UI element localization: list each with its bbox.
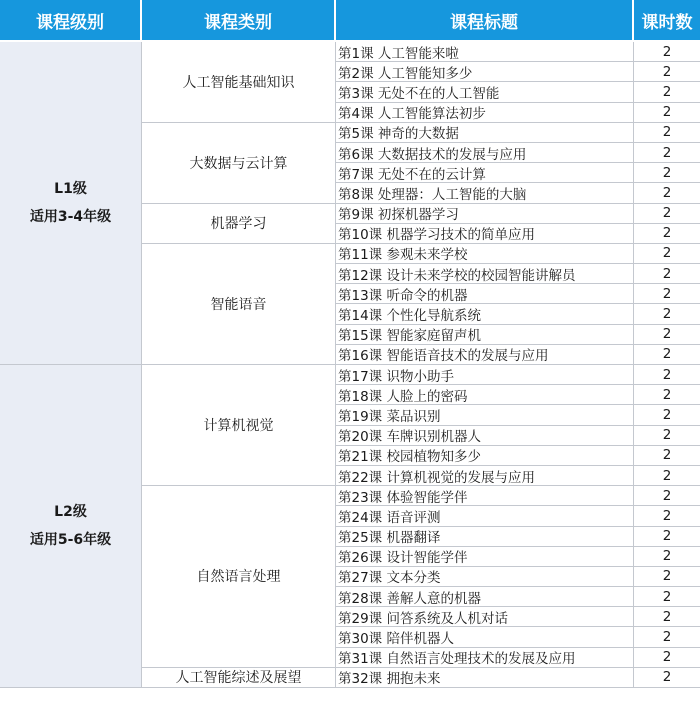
- course-hours-cell: 2: [634, 264, 700, 284]
- course-hours-cell: 2: [634, 648, 700, 668]
- header-category: 课程类别: [142, 0, 336, 42]
- course-title-cell: 第1课 人工智能来啦: [336, 42, 634, 62]
- course-title-cell: 第8课 处理器：人工智能的大脑: [336, 183, 634, 203]
- course-hours-cell: 2: [634, 547, 700, 567]
- level-grade: 适用5-6年级: [29, 532, 112, 548]
- course-hours-cell: 2: [634, 627, 700, 647]
- course-hours-cell: 2: [634, 284, 700, 304]
- course-hours-cell: 2: [634, 143, 700, 163]
- course-title-cell: 第11课 参观未来学校: [336, 244, 634, 264]
- course-title-cell: 第5课 神奇的大数据: [336, 123, 634, 143]
- course-title-cell: 第28课 善解人意的机器: [336, 587, 634, 607]
- course-title-cell: 第17课 识物小助手: [336, 365, 634, 385]
- course-title-cell: 第29课 问答系统及人机对话: [336, 607, 634, 627]
- course-hours-cell: 2: [634, 385, 700, 405]
- course-hours-cell: 2: [634, 527, 700, 547]
- course-hours-cell: 2: [634, 365, 700, 385]
- course-hours-cell: 2: [634, 244, 700, 264]
- course-title-cell: 第12课 设计未来学校的校园智能讲解员: [336, 264, 634, 284]
- course-hours-cell: 2: [634, 466, 700, 486]
- category-cell: 人工智能综述及展望: [142, 668, 336, 688]
- course-hours-cell: 2: [634, 82, 700, 102]
- course-hours-cell: 2: [634, 304, 700, 324]
- level-grade: 适用3-4年级: [29, 209, 112, 225]
- course-title-cell: 第13课 听命令的机器: [336, 284, 634, 304]
- course-title-cell: 第19课 菜品识别: [336, 405, 634, 425]
- course-hours-cell: 2: [634, 607, 700, 627]
- course-title-cell: 第25课 机器翻译: [336, 527, 634, 547]
- category-cell: 大数据与云计算: [142, 123, 336, 204]
- category-cell: 机器学习: [142, 204, 336, 244]
- course-hours-cell: 2: [634, 345, 700, 365]
- course-title-cell: 第22课 计算机视觉的发展与应用: [336, 466, 634, 486]
- course-title-cell: 第16课 智能语音技术的发展与应用: [336, 345, 634, 365]
- course-hours-cell: 2: [634, 587, 700, 607]
- course-hours-cell: 2: [634, 123, 700, 143]
- course-hours-cell: 2: [634, 183, 700, 203]
- category-cell: 智能语音: [142, 244, 336, 365]
- course-title-cell: 第18课 人脸上的密码: [336, 385, 634, 405]
- course-title-cell: 第30课 陪伴机器人: [336, 627, 634, 647]
- level-name: L2级: [54, 504, 87, 520]
- course-title-cell: 第4课 人工智能算法初步: [336, 103, 634, 123]
- course-hours-cell: 2: [634, 486, 700, 506]
- course-hours-cell: 2: [634, 446, 700, 466]
- course-title-cell: 第27课 文本分类: [336, 567, 634, 587]
- course-title-cell: 第14课 个性化导航系统: [336, 304, 634, 324]
- category-cell: 计算机视觉: [142, 365, 336, 486]
- course-hours-cell: 2: [634, 62, 700, 82]
- course-hours-cell: 2: [634, 163, 700, 183]
- level-name: L1级: [54, 181, 87, 197]
- course-title-cell: 第9课 初探机器学习: [336, 204, 634, 224]
- course-hours-cell: 2: [634, 567, 700, 587]
- course-title-cell: 第2课 人工智能知多少: [336, 62, 634, 82]
- course-title-cell: 第23课 体验智能学伴: [336, 486, 634, 506]
- course-hours-cell: 2: [634, 204, 700, 224]
- course-hours-cell: 2: [634, 224, 700, 244]
- course-title-cell: 第24课 语音评测: [336, 506, 634, 526]
- category-cell: 人工智能基础知识: [142, 42, 336, 123]
- header-title: 课程标题: [336, 0, 634, 42]
- course-title-cell: 第26课 设计智能学伴: [336, 547, 634, 567]
- level-cell: [0, 42, 142, 365]
- header-level: 课程级别: [0, 0, 142, 42]
- course-title-cell: 第32课 拥抱未来: [336, 668, 634, 688]
- course-title-cell: 第6课 大数据技术的发展与应用: [336, 143, 634, 163]
- header-hours: 课时数: [634, 0, 700, 42]
- course-hours-cell: 2: [634, 103, 700, 123]
- course-title-cell: 第7课 无处不在的云计算: [336, 163, 634, 183]
- course-hours-cell: 2: [634, 668, 700, 688]
- course-title-cell: 第31课 自然语言处理技术的发展及应用: [336, 648, 634, 668]
- course-hours-cell: 2: [634, 405, 700, 425]
- level-cell: [0, 365, 142, 688]
- course-title-cell: 第15课 智能家庭留声机: [336, 325, 634, 345]
- course-title-cell: 第20课 车牌识别机器人: [336, 426, 634, 446]
- course-hours-cell: 2: [634, 426, 700, 446]
- course-title-cell: 第21课 校园植物知多少: [336, 446, 634, 466]
- course-title-cell: 第3课 无处不在的人工智能: [336, 82, 634, 102]
- course-title-cell: 第10课 机器学习技术的简单应用: [336, 224, 634, 244]
- course-hours-cell: 2: [634, 506, 700, 526]
- course-hours-cell: 2: [634, 325, 700, 345]
- course-hours-cell: 2: [634, 42, 700, 62]
- category-cell: 自然语言处理: [142, 486, 336, 668]
